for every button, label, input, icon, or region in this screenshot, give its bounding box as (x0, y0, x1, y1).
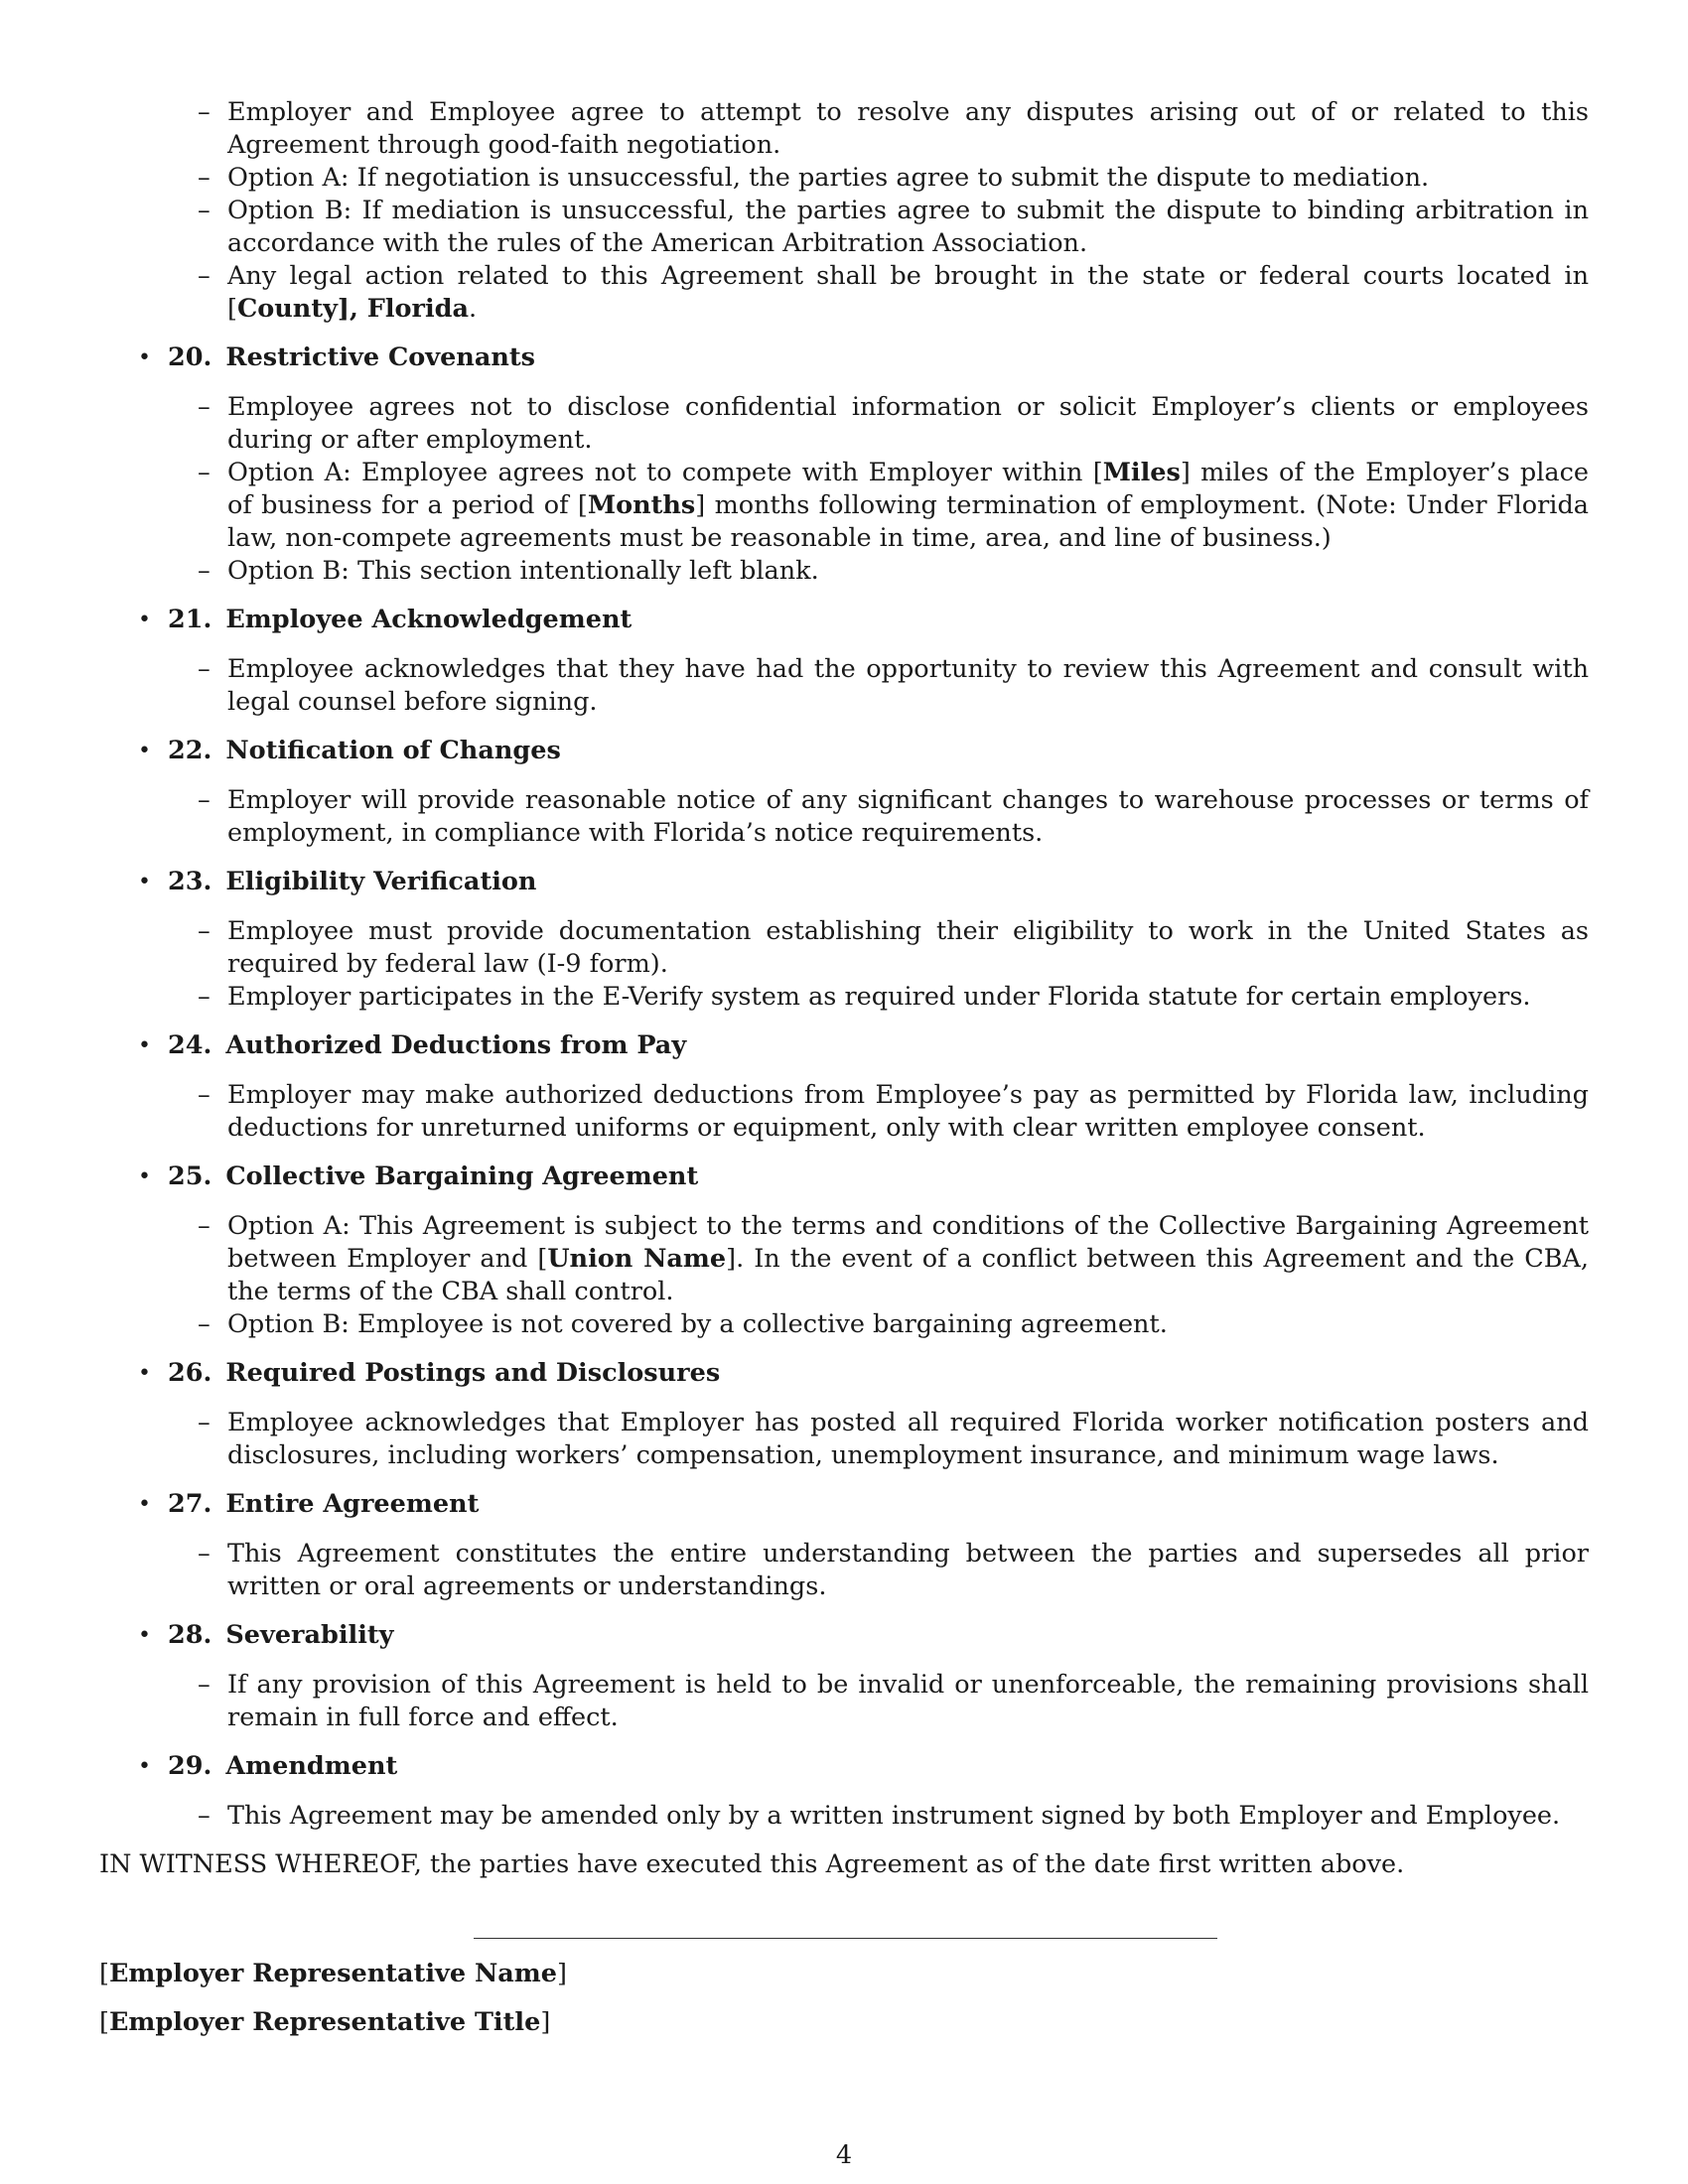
list-item: – Employer will provide reasonable notice of any significant changes to warehouse processes or terms of employment, in compliance with Florida’s notice requirements. (198, 785, 1589, 848)
list-item: – This Agreement constitutes the entire understanding between the parties and supersedes all prior written or oral agreements or understandings. (198, 1539, 1589, 1601)
list-item: – If any provision of this Agreement is held to be invalid or unenforceable, the remaining provisions shall remain in full force and effect. (198, 1670, 1589, 1732)
bullet-icon: • (138, 608, 151, 632)
bullet-icon: • (138, 1754, 151, 1779)
section-23 (99, 866, 1589, 1014)
section-title: 24. Authorized Deductions from Pay (168, 1030, 687, 1060)
bullet-icon: • (138, 870, 151, 894)
list-item: – Employee agrees not to disclose confidential information or solicit Employer’s clients or employees during or after employment. (198, 392, 1589, 455)
list-item: – Employee must provide documentation establishing their eligibility to work in the United States as required by federal law (I-9 form). (198, 916, 1589, 979)
section-title: 25. Collective Bargaining Agreement (168, 1161, 699, 1191)
list-item: – Employee acknowledges that Employer has posted all required Florida worker notification posters and disclosures, including workers’ compensation, unemployment insurance, and minimum wage laws. (198, 1408, 1589, 1470)
section-26 (99, 1357, 1589, 1472)
section-29 (99, 1750, 1589, 1833)
list-item: – Employer participates in the E-Verify system as required under Florida statute for certain employers. (198, 982, 1531, 1012)
section-22 (99, 735, 1589, 850)
list-item: – Employer and Employee agree to attempt to resolve any disputes arising out of or related to this Agreement through good-faith negotiation. (198, 97, 1589, 160)
page-number: 4 (835, 2140, 853, 2170)
section-27 (99, 1488, 1589, 1603)
bullet-icon: • (138, 1164, 151, 1189)
bullet-icon: • (138, 1033, 151, 1058)
section-25 (99, 1160, 1589, 1341)
list-item: – Employer may make authorized deductions from Employee’s pay as permitted by Florida law, including deductions for unreturned uniforms or equipment, only with clear written employee consent. (198, 1080, 1589, 1143)
list-item: – This Agreement may be amended only by a written instrument signed by both Employer and Employee. (198, 1801, 1561, 1831)
list-item: – Any legal action related to this Agreement shall be brought in the state or federal courts located in [County], Florida. (198, 261, 1589, 324)
bullet-icon: • (138, 739, 151, 763)
employer-representative-name: [Employer Representative Name] (99, 1959, 567, 1988)
section-title: 20. Restrictive Covenants (168, 342, 536, 372)
section-title: 26. Required Postings and Disclosures (168, 1358, 721, 1388)
list-item: – Option B: This section intentionally left blank. (198, 556, 819, 586)
list-item: – Employee acknowledges that they have had the opportunity to review this Agreement and consult with legal counsel before signing. (198, 654, 1589, 717)
section-title: 28. Severability (168, 1620, 394, 1650)
section-title: 23. Eligibility Verification (168, 867, 537, 896)
section-title: 21. Employee Acknowledgement (168, 605, 633, 634)
section-20 (99, 341, 1589, 588)
list-item: – Option A: Employee agrees not to compete with Employer within [Miles] miles of the Employer’s place of business for a period of [Months] months following termination of employment. (Note: Under Florida law, non-compete agreements must be reasonable in time, area, and line of business.) (198, 458, 1589, 553)
list-item: – Option A: If negotiation is unsuccessful, the parties agree to submit the dispute to mediation. (198, 163, 1430, 193)
section-title: 22. Notification of Changes (168, 736, 561, 765)
signature-line (474, 1938, 1217, 1939)
section-21 (99, 604, 1589, 719)
bullet-icon: • (138, 345, 151, 370)
bullet-icon: • (138, 1492, 151, 1517)
list-item: – Option A: This Agreement is subject to the terms and conditions of the Collective Bargaining Agreement between Employer and [Union Name]. In the event of a conflict between this Agreement and the CBA, the terms of the CBA shall control. (198, 1211, 1589, 1306)
employer-representative-title: [Employer Representative Title] (99, 2007, 551, 2037)
section-title: 29. Amendment (168, 1751, 398, 1781)
section-title: 27. Entire Agreement (168, 1489, 480, 1519)
dispute-resolution-list (99, 96, 1589, 326)
bullet-icon: • (138, 1623, 151, 1648)
section-28 (99, 1619, 1589, 1734)
section-24 (99, 1029, 1589, 1145)
witness-statement: IN WITNESS WHEREOF, the parties have executed this Agreement as of the date first written above. (99, 1849, 1405, 1879)
document-body (99, 96, 1589, 1881)
bullet-icon: • (138, 1361, 151, 1386)
list-item: – Option B: Employee is not covered by a collective bargaining agreement. (198, 1309, 1168, 1339)
list-item: – Option B: If mediation is unsuccessful, the parties agree to submit the dispute to binding arbitration in accordance with the rules of the American Arbitration Association. (198, 196, 1589, 258)
